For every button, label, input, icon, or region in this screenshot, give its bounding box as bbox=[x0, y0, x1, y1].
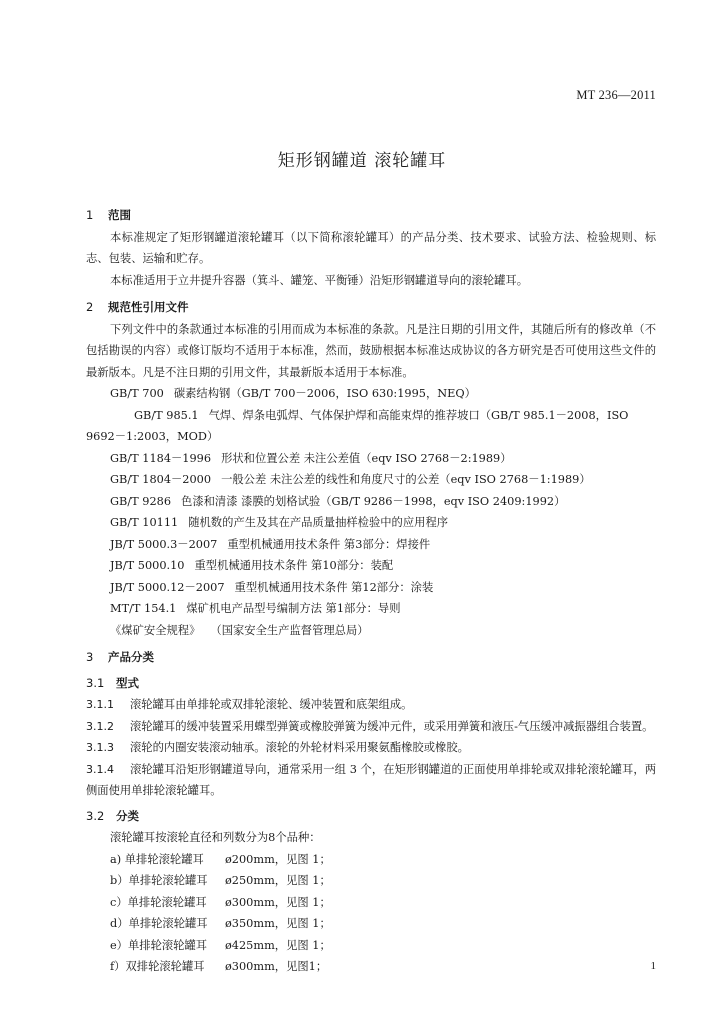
section-title: 产品分类 bbox=[108, 650, 154, 664]
subsection-title: 型式 bbox=[116, 675, 139, 690]
subsection-heading-classification bbox=[86, 806, 656, 828]
list-item bbox=[86, 913, 656, 935]
clause-number: 3.1.3 bbox=[86, 741, 114, 754]
reference-item bbox=[86, 577, 656, 599]
reference-title: （国家安全生产监督管理总局） bbox=[210, 623, 369, 637]
reference-item bbox=[86, 383, 656, 405]
section-number: 2 bbox=[86, 300, 94, 314]
item-name: e）单排轮滚轮罐耳 bbox=[110, 938, 208, 952]
clause-3-1-3 bbox=[86, 737, 656, 759]
list-item bbox=[86, 849, 656, 871]
section-heading-product-classification bbox=[86, 647, 656, 669]
section-title: 范围 bbox=[108, 208, 131, 222]
item-spec: ø200mm，见图 1； bbox=[225, 852, 331, 866]
section-heading-scope bbox=[86, 205, 656, 227]
references-intro: 下列文件中的条款通过本标准的引用而成为本标准的条款。凡是注日期的引用文件，其随后所有的修改单（不包括勘误的内容）或修订版均不适用于本标准，然而，鼓励根据本标准达成协议的各方研究是否可使用这些文件的最新版本。凡是不注日期的引用文件，其最新版本适用于本标准。 bbox=[86, 322, 656, 379]
item-spec: ø350mm，见图 1； bbox=[225, 917, 331, 930]
section-title: 规范性引用文件 bbox=[108, 300, 189, 314]
clause-3-1-2 bbox=[86, 716, 656, 738]
reference-code: GB/T 700 bbox=[110, 387, 164, 400]
list-item bbox=[86, 935, 656, 957]
reference-title: 煤矿机电产品型号编制方法 第1部分：导则 bbox=[186, 602, 401, 615]
item-name: f）双排轮滚轮罐耳 bbox=[110, 960, 205, 973]
clause-text: 滚轮罐耳由单排轮或双排轮滚轮、缓冲装置和底架组成。 bbox=[130, 698, 413, 711]
reference-code: JB/T 5000.3－2007 bbox=[110, 537, 218, 551]
reference-title: 碳素结构钢（GB/T 700－2006，ISO 630:1995，NEQ） bbox=[173, 387, 476, 400]
reference-title: 一般公差 未注公差的线性和角度尺寸的公差（eqv ISO 2768－1:1989） bbox=[221, 473, 591, 486]
reference-title: 重型机械通用技术条件 第3部分：焊接件 bbox=[227, 537, 431, 551]
clause-number: 3.1.2 bbox=[86, 719, 114, 733]
item-name: b）单排轮滚轮罐耳 bbox=[110, 874, 208, 887]
reference-item bbox=[86, 448, 656, 470]
reference-code: 《煤矿安全规程》 bbox=[110, 623, 201, 637]
reference-item bbox=[86, 598, 656, 620]
item-spec: ø425mm，见图 1； bbox=[225, 938, 331, 952]
reference-item bbox=[86, 469, 656, 491]
clause-text: 滚轮罐耳的缓冲装置采用蝶型弹簧或橡胶弹簧为缓冲元件，或采用弹簧和液压-气压缓冲减振器组合装置。 bbox=[130, 719, 654, 733]
section-number: 3 bbox=[86, 650, 94, 664]
classification-intro: 滚轮罐耳按滚轮直径和列数分为8个品种： bbox=[110, 831, 321, 844]
section-number: 1 bbox=[86, 208, 94, 222]
reference-code: MT/T 154.1 bbox=[110, 602, 177, 615]
item-spec: ø300mm，见图 1； bbox=[225, 895, 331, 909]
clause-number: 3.1.1 bbox=[86, 698, 114, 711]
clause-number: 3.1.4 bbox=[86, 762, 114, 776]
reference-title: 重型机械通用技术条件 第10部分：装配 bbox=[194, 559, 394, 572]
reference-code: JB/T 5000.10 bbox=[110, 559, 185, 572]
document-title: 矩形钢罐道 滚轮罐耳 bbox=[277, 151, 447, 171]
reference-code: JB/T 5000.12－2007 bbox=[110, 580, 225, 594]
reference-code: GB/T 1804－2000 bbox=[110, 473, 212, 486]
reference-item bbox=[86, 620, 656, 642]
list-item bbox=[86, 870, 656, 892]
reference-title: 形状和位置公差 未注公差值（eqv ISO 2768－2:1989） bbox=[221, 451, 512, 465]
reference-code: GB/T 985.1 bbox=[134, 408, 199, 422]
clause-text: 滚轮罐耳沿矩形钢罐道导向，通常采用一组 3 个，在矩形钢罐道的正面使用单排轮或双排轮滚轮罐耳，两侧面使用单排轮滚轮罐耳。 bbox=[86, 762, 656, 797]
list-item bbox=[86, 892, 656, 914]
subsection-title: 分类 bbox=[116, 808, 139, 823]
reference-code: GB/T 1184－1996 bbox=[110, 451, 212, 465]
scope-paragraph-2: 本标准适用于立井提升容器（箕斗、罐笼、平衡锤）沿矩形钢罐道导向的滚轮罐耳。 bbox=[110, 273, 528, 287]
reference-item bbox=[86, 491, 656, 513]
item-spec: ø300mm，见图1； bbox=[225, 960, 328, 973]
reference-title: 色漆和清漆 漆膜的划格试验（GB/T 9286－1998，eqv ISO 2409:1992） bbox=[181, 494, 566, 508]
section-heading-normative-references bbox=[86, 297, 656, 319]
clause-3-1-1 bbox=[86, 694, 656, 716]
scope-paragraph-1: 本标准规定了矩形钢罐道滚轮罐耳（以下简称滚轮罐耳）的产品分类、技术要求、试验方法、检验规则、标志、包装、运输和贮存。 bbox=[86, 230, 656, 265]
list-item bbox=[86, 956, 656, 978]
reference-title: 气焊、焊条电弧焊、气体保护焊和高能束焊的推荐坡口（GB/T 985.1－2008，ISO 9692－1:2003，MOD） bbox=[86, 408, 629, 443]
document-body bbox=[86, 205, 656, 978]
item-spec: ø250mm，见图 1； bbox=[225, 874, 331, 887]
standard-code: MT 236—2011 bbox=[576, 88, 656, 102]
reference-item bbox=[86, 534, 656, 556]
subsection-number: 3.2 bbox=[86, 808, 105, 823]
reference-item bbox=[86, 555, 656, 577]
subsection-heading-type bbox=[86, 673, 656, 695]
item-name: c）单排轮滚轮罐耳 bbox=[110, 895, 207, 909]
reference-item bbox=[86, 405, 656, 448]
clause-text: 滚轮的内圈安装滚动轴承。滚轮的外轮材料采用聚氨酯橡胶或橡胶。 bbox=[130, 741, 469, 754]
reference-code: GB/T 10111 bbox=[110, 516, 179, 529]
subsection-number: 3.1 bbox=[86, 675, 105, 690]
page-number: 1 bbox=[650, 960, 656, 972]
item-name: d）单排轮滚轮罐耳 bbox=[110, 917, 208, 930]
reference-item bbox=[86, 512, 656, 534]
reference-title: 随机数的产生及其在产品质量抽样检验中的应用程序 bbox=[188, 516, 449, 529]
clause-3-1-4 bbox=[86, 759, 656, 802]
reference-title: 重型机械通用技术条件 第12部分：涂装 bbox=[234, 580, 434, 594]
reference-code: GB/T 9286 bbox=[110, 494, 172, 508]
item-name: a) 单排轮滚轮罐耳 bbox=[110, 852, 204, 866]
